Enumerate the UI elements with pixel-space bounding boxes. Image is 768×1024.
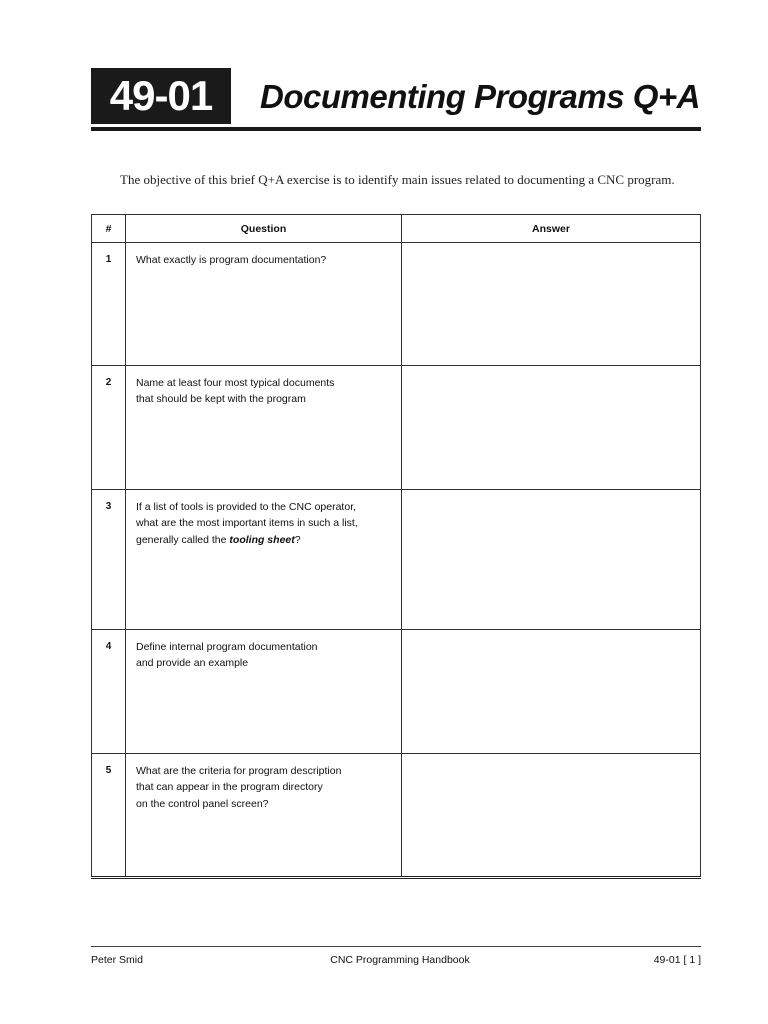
table-header-row — [92, 215, 701, 243]
tooling-sheet-term: tooling sheet — [229, 533, 295, 546]
question-text — [126, 366, 402, 490]
question-line: Name at least four most typical documents — [136, 377, 335, 389]
answer-cell[interactable] — [402, 366, 701, 490]
footer-divider — [91, 946, 701, 947]
table-row — [92, 630, 701, 754]
question-line: what are the most important items in such a list, — [136, 517, 358, 530]
footer-author: Peter Smid — [91, 954, 143, 966]
page-title: Documenting Programs Q+A — [260, 78, 700, 115]
question-number: 5 — [92, 754, 126, 878]
question-line — [136, 532, 391, 548]
question-line: If a list of tools is provided to the CNC operator, — [136, 501, 357, 513]
question-line: on the control panel screen? — [136, 797, 269, 810]
question-line-suffix: ? — [294, 533, 301, 546]
table-row — [92, 754, 701, 878]
answer-cell[interactable] — [402, 243, 701, 366]
question-line: and provide an example — [136, 657, 249, 670]
question-text — [126, 754, 402, 878]
column-header-number: # — [92, 215, 126, 243]
question-line-prefix: generally called the — [136, 533, 230, 546]
table-row — [92, 243, 701, 366]
footer-book-title: CNC Programming Handbook — [330, 954, 470, 966]
question-text — [126, 490, 402, 630]
question-text — [126, 630, 402, 754]
question-text — [126, 243, 402, 366]
question-number: 3 — [92, 490, 126, 630]
question-line: What are the criteria for program description — [136, 765, 342, 777]
question-number: 2 — [92, 366, 126, 490]
question-line: Define internal program documentation — [136, 641, 318, 653]
section-code: 49-01 — [91, 68, 231, 124]
column-header-answer: Answer — [402, 215, 701, 243]
footer-page-number: 49-01 [ 1 ] — [653, 954, 701, 966]
header-divider — [91, 127, 701, 131]
qa-table — [91, 214, 701, 879]
answer-cell[interactable] — [402, 490, 701, 630]
table-row — [92, 366, 701, 490]
table-row — [92, 490, 701, 630]
question-line: that should be kept with the program — [136, 393, 306, 406]
question-number: 1 — [92, 243, 126, 366]
question-line: What exactly is program documentation? — [136, 254, 327, 266]
answer-cell[interactable] — [402, 754, 701, 878]
question-number: 4 — [92, 630, 126, 754]
column-header-question: Question — [126, 215, 402, 243]
intro-text: The objective of this brief Q+A exercise is to identify main issues related to documenting a CNC program. — [120, 172, 675, 187]
answer-cell[interactable] — [402, 630, 701, 754]
question-line: that can appear in the program directory — [136, 781, 323, 794]
